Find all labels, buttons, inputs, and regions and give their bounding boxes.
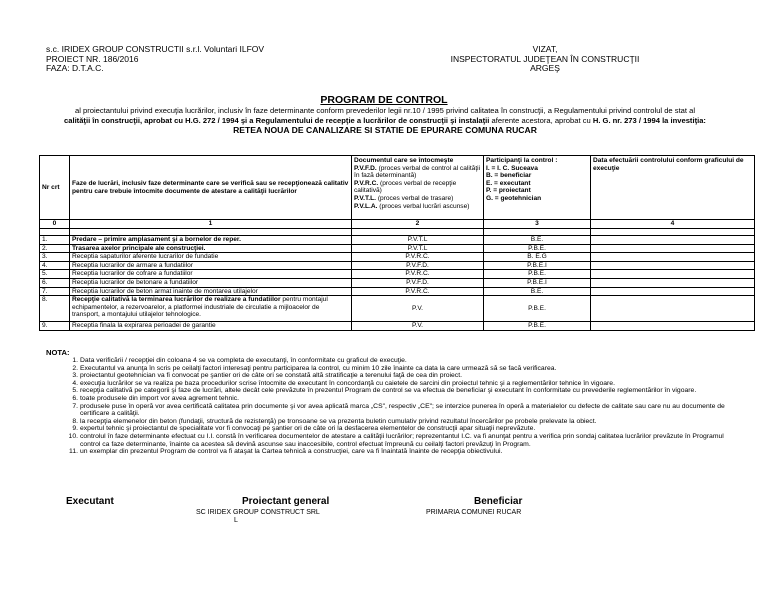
column-number: 4 bbox=[591, 220, 755, 229]
note-item: 6. toate produsele din import vor avea agrement tehnic. bbox=[72, 394, 240, 402]
inspectorate-name: INSPECTORATUL JUDEŢEAN ÎN CONSTRUCŢII bbox=[450, 53, 640, 64]
header-left bbox=[46, 45, 264, 74]
table-row: 3. Receptia sapaturilor aferente lucrarilor de fundatie P.V.R.C. B. E.G bbox=[40, 253, 755, 262]
participant-item: P. = proiectant bbox=[486, 187, 531, 195]
signature-designer: Proiectant general bbox=[242, 496, 330, 507]
visa-label: VIZAT, bbox=[532, 44, 558, 54]
participant-item: E. = executant bbox=[486, 179, 531, 187]
header-right bbox=[440, 45, 650, 74]
column-number-row bbox=[40, 220, 755, 229]
signature-beneficiary: Beneficiar bbox=[474, 496, 523, 507]
intro-line-1: al proiectantului privind execuţia lucrărilor, inclusiv în faze determinante conform prevederilor legii nr.10 / 1995 privind calitatea în construcţii, a Regulamentului privind controlul de stat al bbox=[74, 106, 696, 115]
note-item: 11. un exemplar din prezentul Program de control va fi ataşat la Cartea tehnică a construcţiei, care va fi înaintată înainte de recepţia obiectivului. bbox=[69, 448, 503, 456]
column-number: 0 bbox=[40, 220, 70, 229]
doc-item: P.V.F.D. (proces verbal de control al calităţii în fază determinantă) bbox=[354, 164, 481, 180]
notes-title: NOTA: bbox=[46, 348, 70, 357]
intro-line-2-bold2: H. G. nr. 273 / 1994 la investiţia: bbox=[592, 115, 706, 125]
table-row: 9. Receptia finala la expirarea perioadei de garantie P.V. P.B.E. bbox=[40, 322, 755, 331]
documents-title: Documentul care se întocmeşte bbox=[354, 157, 454, 164]
column-number: 3 bbox=[484, 220, 591, 229]
note-item: 5. recepţia calitativă pe categorii şi faze de lucrări, altele decât cele prevăzute în prezentul Program de control se va efectua de beneficiar şi executant în conformitate cu prevederile reglementărilor în vigoare. bbox=[72, 387, 697, 395]
intro-text bbox=[40, 106, 730, 125]
signature-executant: Executant bbox=[66, 496, 114, 507]
participant-item: I. = I. C. Suceava bbox=[486, 164, 538, 172]
note-item: 4. execuţia lucrărilor se va realiza pe baza procedurilor scrise întocmite de executant în concordanţă cu caietele de sarcini din proiectul tehnic şi a reglementărilor tehnice în vigoare. bbox=[72, 379, 615, 387]
participant-item: G. = geotehnician bbox=[486, 194, 542, 202]
note-item: 10. controlul în faze determinante efectuat cu I.I. constă în verificarea documentelor de atestare a calităţii lucrărilor; reprezentantul I.C. va fi anunţat pentru a verifica prin sondaj calitatea lucrărilor prevăzute în Programul control ca faze determinante, înainte ca acestea să devină ascunse sau inaccesibile, control efectuat împreună cu ceilalţi factori prevăzuţi în Program. bbox=[68, 432, 724, 448]
note-item: 7. produsele puse în operă vor avea certificată calitatea prin documente şi vor avea aplicată marca „CS", respectiv „CE"; se interzice punerea în operă a materialelor cu defecte de calitate sau care nu au documente de certificare a calităţii. bbox=[72, 402, 725, 418]
beneficiary-name: PRIMARIA COMUNEI RUCAR bbox=[426, 509, 522, 516]
control-program-table bbox=[39, 155, 755, 331]
designer-company: SC IRIDEX GROUP CONSTRUCT SRL L bbox=[196, 509, 320, 524]
doc-item: P.V.R.C. (proces verbal de recepţie calitativă) bbox=[354, 179, 457, 195]
header-participants bbox=[484, 156, 591, 220]
note-item: 1. Data verificării / recepţiei din coloana 4 se va completa de executanţi, în conformitate cu graficul de execuţie. bbox=[72, 357, 407, 364]
table-row: 2. Trasarea axelor principale ale construcţiei. P.V.T.L P.B.E. bbox=[40, 244, 755, 253]
company-name: s.c. IRIDEX GROUP CONSTRUCTII s.r.l. Voluntari ILFOV bbox=[46, 44, 265, 54]
table-row: 1. Predare – primire amplasament şi a bornelor de reper. P.V.T.L B.E. bbox=[40, 236, 755, 245]
participant-item: B. = beneficiar bbox=[486, 172, 532, 180]
header-date: Data efectuării controlului conform graficului de execuţie bbox=[591, 156, 755, 220]
note-item: 9. expertul tehnic şi proiectantul de specialitate vor fi convocaţi pe şantier ori de câte ori la desfacerea elementelor de construcţii apar situaţii neprevăzute. bbox=[72, 425, 536, 433]
table-row: 7. Receptia lucrarilor de beton armat inainte de montarea utilajelor P.V.R.C. B.E. bbox=[40, 287, 755, 296]
project-number: PROIECT NR. 186/2016 bbox=[46, 53, 139, 64]
table-row: 6. Receptia lucrarilor de betonare a fundatiilor P.V.F.D. P.B.E.I bbox=[40, 278, 755, 287]
note-item: 2. Executantul va anunţa în scris pe ceilalţi factori interesaţi pentru participarea la control, cu minim 10 zile înainte ca data la care urmează să se facă verificarea. bbox=[72, 364, 557, 372]
investment-title: RETEA NOUA DE CANALIZARE SI STATIE DE EPURARE COMUNA RUCAR bbox=[233, 125, 537, 135]
intro-line-2-normal: aferente acestora, aprobat cu bbox=[489, 115, 593, 125]
doc-item: P.V.T.L. (proces verbal de trasare) bbox=[354, 194, 454, 202]
doc-item: P.V.L.A. (proces verbal lucrări ascunse) bbox=[354, 202, 470, 210]
table-row: 5. Receptia lucrarilor de cofrare a fundatiilor P.V.R.C. P.B.E. bbox=[40, 270, 755, 279]
notes-list bbox=[46, 357, 746, 456]
project-phase: FAZA: D.T.A.C. bbox=[46, 63, 104, 73]
column-number: 1 bbox=[70, 220, 352, 229]
column-number: 2 bbox=[352, 220, 484, 229]
header-nr: Nr crt bbox=[40, 156, 70, 220]
page-title: PROGRAM DE CONTROL bbox=[320, 94, 448, 106]
table-row: 4. Receptia lucrarilor de armare a fundatiilor P.V.F.D. P.B.E.I bbox=[40, 261, 755, 270]
intro-line-2 bbox=[40, 116, 730, 126]
note-item: 8. la recepţia elemenelor din beton (fundaţii, structură de rezistenţă) pe tronsoane se va prezenta buletin cumulativ privind rezultatul încercărilor pe probele prelevate la obiect. bbox=[72, 417, 597, 425]
spacer-row bbox=[40, 229, 755, 236]
intro-line-2-bold: calităţii în construcţii, aprobat cu H.G. 272 / 1994 şi a Regulamentului de recepţie a lucrărilor de construcţii şi instalaţii bbox=[64, 115, 490, 125]
table-row: 8. Recepţie calitativă la terminarea lucrărilor de realizare a fundatiilor pentru montajul echipamentelor, a rezervoarelor, a platformei industriale de circulatie a mijloacelor de transport, a montajului utilajelor tehnologice. P.V. P.B.E. bbox=[40, 296, 755, 322]
participants-title: Participanţi la control : bbox=[486, 157, 558, 164]
note-item: 3. proiectantul geotehnician va fi convocat pe şantier ori de câte ori se constată altă stratificaţie a terenului faţă de cea din proiect. bbox=[72, 372, 462, 380]
table-header-row bbox=[40, 156, 755, 220]
header-phases: Faze de lucrări, inclusiv faze determinante care se verifică sau se recepţionează calitativ pentru care trebuie întocmite documente de atestare a calităţii lucrărilor bbox=[70, 156, 352, 220]
header-documents bbox=[352, 156, 484, 220]
inspectorate-county: ARGEŞ bbox=[530, 63, 560, 73]
